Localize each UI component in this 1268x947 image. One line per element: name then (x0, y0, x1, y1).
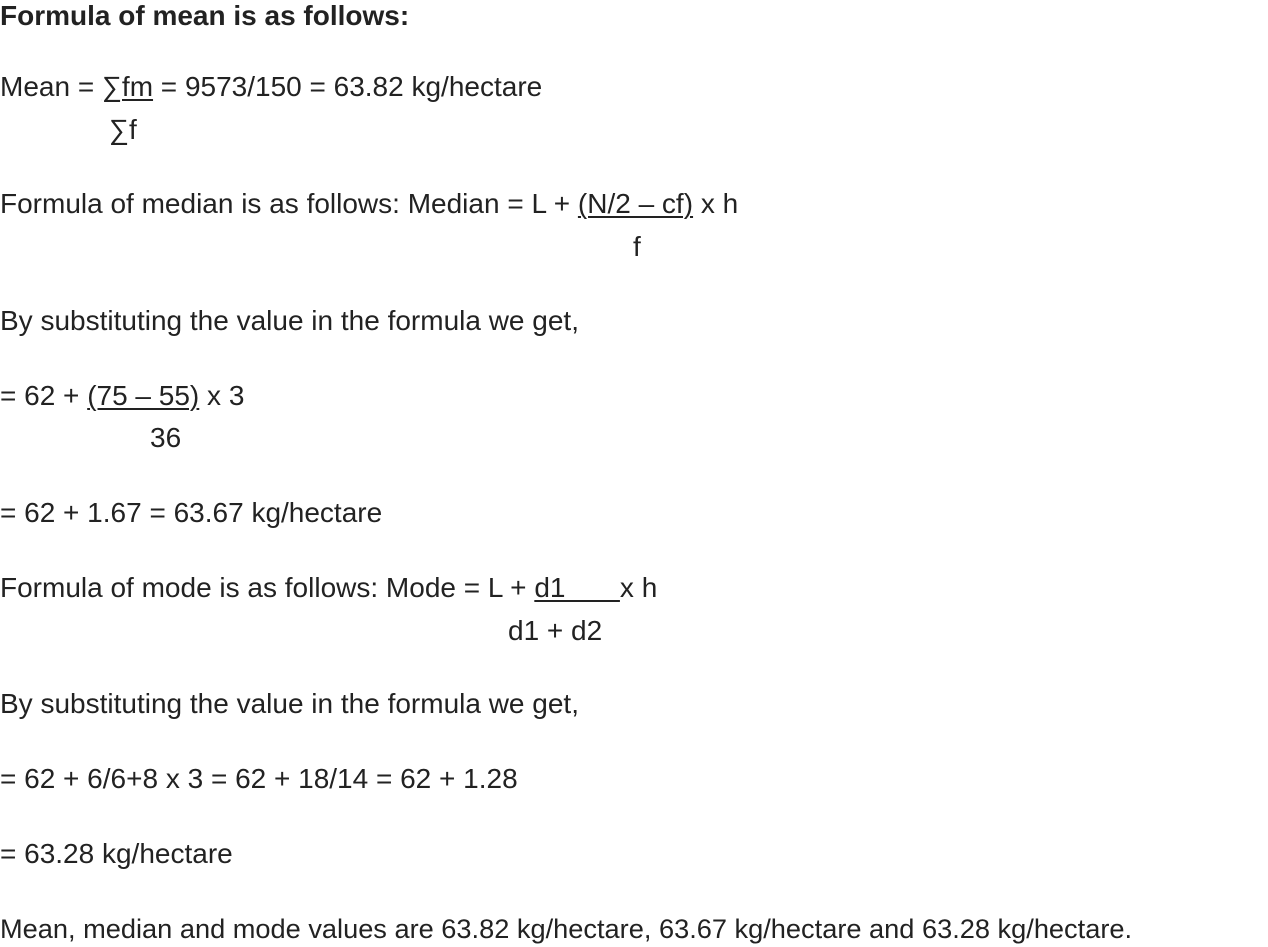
mean-prefix: Mean = (0, 71, 102, 102)
median-suffix: x h (693, 188, 739, 219)
mode-prefix: Formula of mode is as follows: Mode = L + (0, 572, 535, 603)
median-numerator: (N/2 – cf) (577, 188, 694, 219)
mean-rest: = 9573/150 = 63.82 kg/hectare (153, 71, 543, 102)
substitute-text-2: By substituting the value in the formula we get, (0, 688, 579, 719)
median-sub-suffix: x 3 (199, 380, 245, 411)
mean-denominator: ∑f (109, 114, 137, 145)
mode-substitution: = 62 + 6/6+8 x 3 = 62 + 18/14 = 62 + 1.28 (0, 763, 518, 794)
median-sub-prefix: = 62 + (0, 380, 88, 411)
median-sub-numerator: (75 – 55) (87, 380, 200, 411)
median-prefix: Formula of median is as follows: Median = L + (0, 188, 578, 219)
mode-numerator: d1 (534, 572, 620, 603)
mode-formula (0, 574, 657, 602)
median-denominator: f (633, 231, 641, 262)
mode-denominator: d1 + d2 (508, 615, 603, 646)
median-formula (0, 190, 738, 218)
median-sub-denominator: 36 (150, 422, 182, 453)
median-substitution (0, 382, 244, 410)
median-result: = 62 + 1.67 = 63.67 kg/hectare (0, 497, 383, 528)
conclusion: Mean, median and mode values are 63.82 kg/hectare, 63.67 kg/hectare and 63.28 kg/hectare. (0, 913, 1133, 944)
mode-result: = 63.28 kg/hectare (0, 838, 233, 869)
mode-suffix: x h (619, 572, 658, 603)
heading-mean-formula: Formula of mean is as follows: (0, 0, 410, 31)
substitute-text-1: By substituting the value in the formula we get, (0, 305, 579, 336)
mean-equation (0, 73, 542, 101)
mean-numerator: ∑fm (101, 71, 154, 102)
